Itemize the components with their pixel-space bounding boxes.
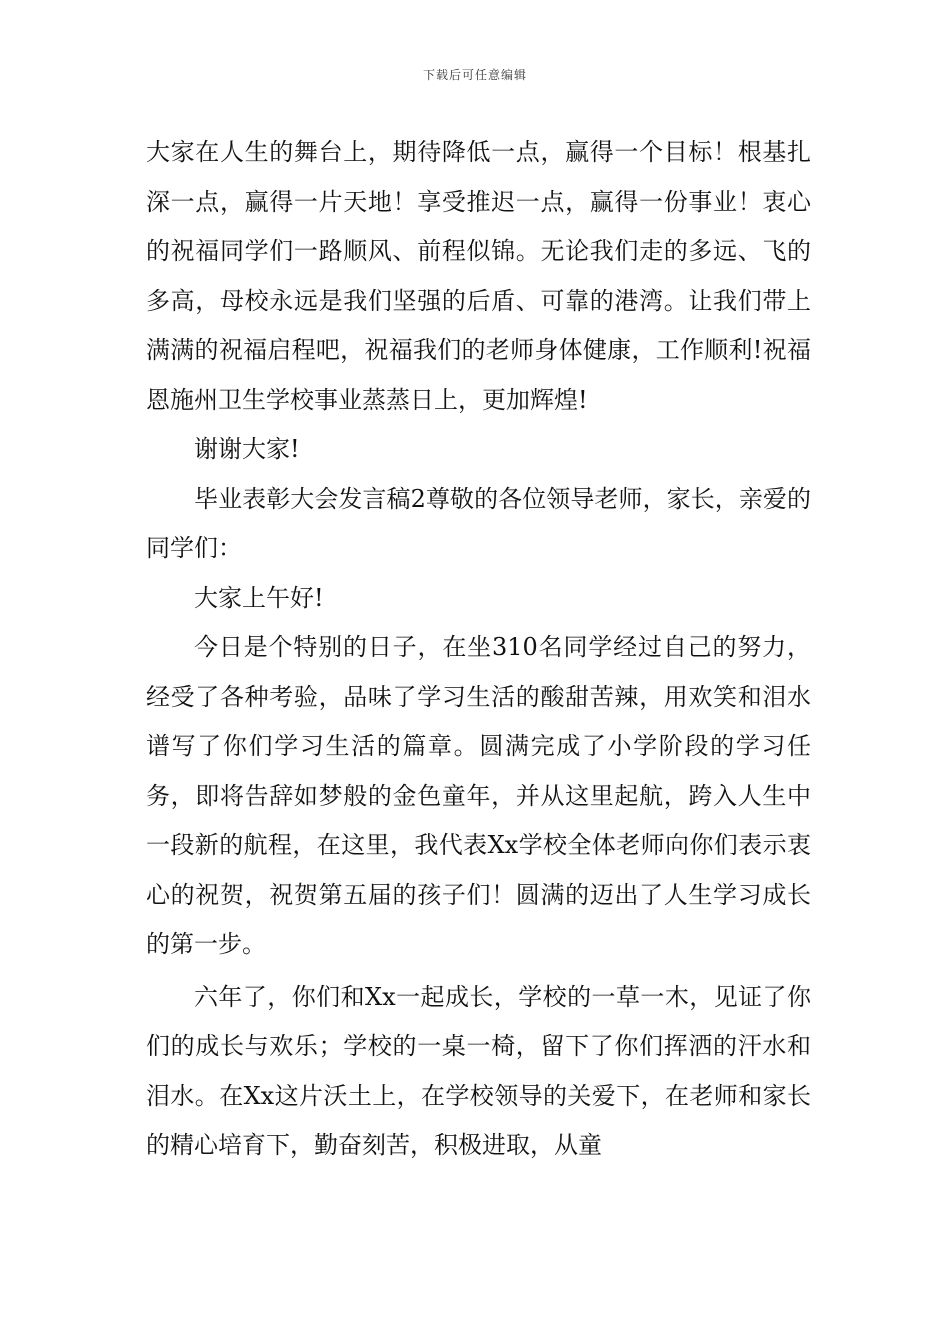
document-body (146, 128, 811, 1171)
paragraph-speech-title: 毕业表彰大会发言稿2尊敬的各位领导老师，家长，亲爱的同学们： (146, 484, 811, 562)
paragraph-thanks: 谢谢大家! (194, 435, 300, 463)
header-note: 下载后可任意编辑 (422, 68, 527, 82)
paragraph-greeting: 大家上午好! (194, 583, 324, 612)
paragraph-special-day: 今日是个特别的日子，在坐310名同学经过自己的努力，经受了各种考验，品味了学习生活的酸甜苦辣，用欢笑和泪水谱写了你们学习生活的篇章。圆满完成了小学阶段的学习任务，即将告辞如梦般的金色童年，并从这里起航，跨入人生中一段新的航程，在这里，我代表Xx学校全体老师向你们表示衷心的祝贺，祝贺第五届的孩子们！圆满的迈出了人生学习成长的第一步。 (146, 633, 811, 958)
paragraph-six-years: 六年了，你们和Xx一起成长，学校的一草一木，见证了你们的成长与欢乐；学校的一桌一椅，留下了你们挥洒的汗水和泪水。在Xx这片沃土上，在学校领导的关爱下，在老师和家长的精心培育下，勤奋刻苦，积极进取，从童 (146, 982, 811, 1159)
paragraph-closing-wishes: 大家在人生的舞台上，期待降低一点，赢得一个目标！根基扎深一点，赢得一片天地！享受推迟一点，赢得一份事业！衷心的祝福同学们一路顺风、前程似锦。无论我们走的多远、飞的多高，母校永远是我们坚强的后盾、可靠的港湾。让我们带上满满的祝福启程吧，祝福我们的老师身体健康，工作顺利!祝福恩施州卫生学校事业蒸蒸日上，更加辉煌! (146, 138, 811, 414)
